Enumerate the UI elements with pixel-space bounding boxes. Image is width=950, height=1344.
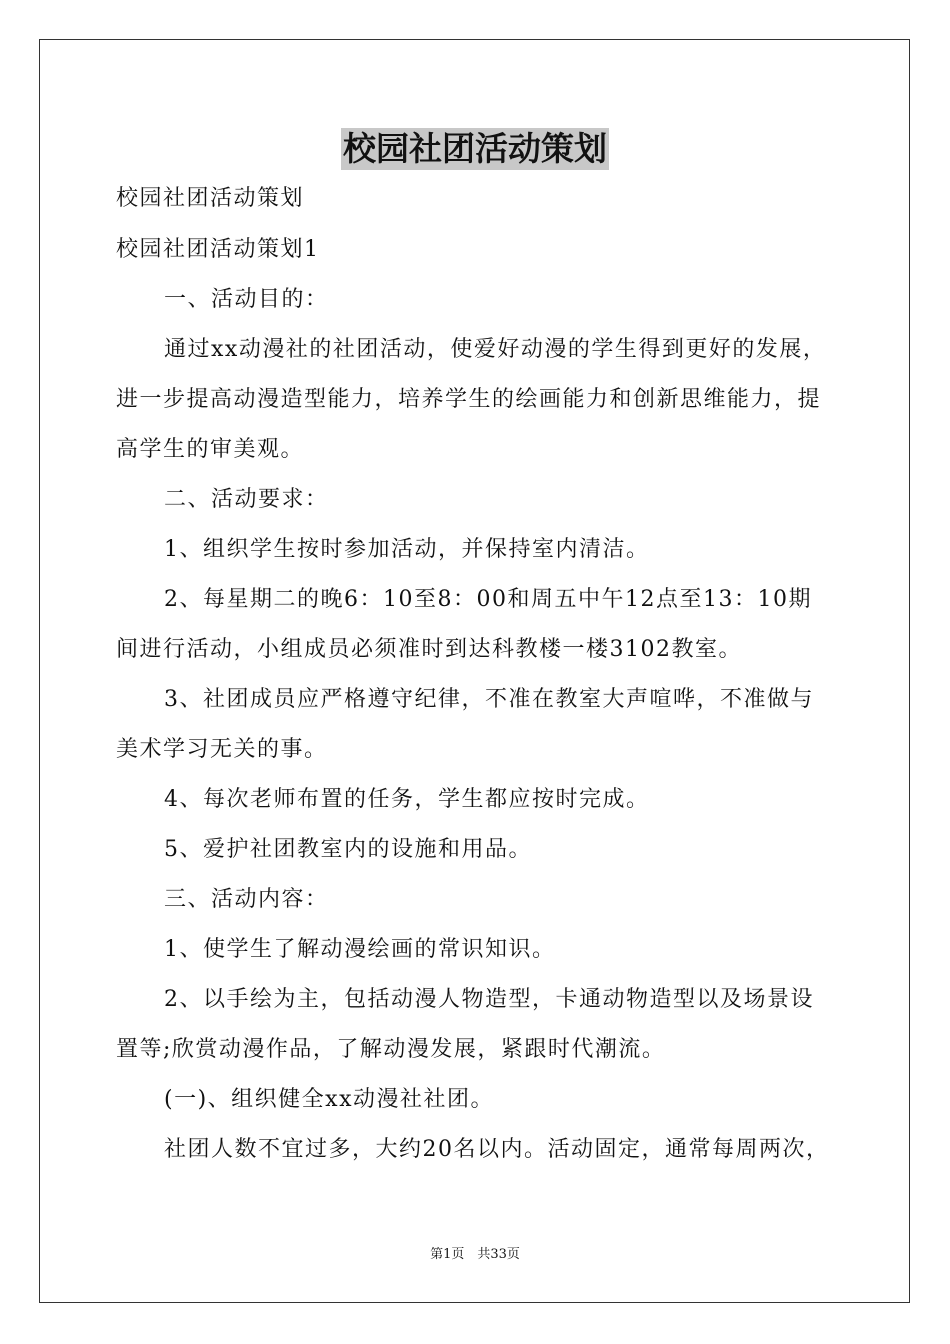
text-line: 高学生的审美观。 xyxy=(116,437,305,462)
text-line: 社团人数不宜过多，大约20名以内。活动固定，通常每周两次， xyxy=(164,1137,830,1162)
text-line: 校园社团活动策划 xyxy=(116,186,305,211)
text-line: 1、组织学生按时参加活动，并保持室内清洁。 xyxy=(164,537,650,562)
text-line: 校园社团活动策划1 xyxy=(116,237,320,262)
text-line: 3、社团成员应严格遵守纪律，不准在教室大声喧哗，不准做与 xyxy=(164,687,814,712)
text-line: (一)、组织健全xx动漫社社团。 xyxy=(164,1087,494,1112)
text-line: 通过xx动漫社的社团活动，使爱好动漫的学生得到更好的发展， xyxy=(164,337,827,362)
text-line: 4、每次老师布置的任务，学生都应按时完成。 xyxy=(164,787,650,812)
text-line: 5、爱护社团教室内的设施和用品。 xyxy=(164,837,532,862)
title-container xyxy=(0,128,950,170)
section-heading: 二、活动要求： xyxy=(164,487,329,512)
text-line: 间进行活动，小组成员必须准时到达科教楼一楼3102教室。 xyxy=(116,637,742,662)
text-line: 2、每星期二的晚6：10至8：00和周五中午12点至13：10期 xyxy=(164,587,812,612)
text-line: 1、使学生了解动漫绘画的常识知识。 xyxy=(164,937,556,962)
section-heading: 三、活动内容： xyxy=(164,887,329,912)
section-heading: 一、活动目的： xyxy=(164,287,329,312)
text-line: 置等;欣赏动漫作品，了解动漫发展，紧跟时代潮流。 xyxy=(116,1037,666,1062)
text-line: 美术学习无关的事。 xyxy=(116,737,328,762)
page-number-footer: 第1页 共33页 xyxy=(430,1247,520,1262)
text-line: 进一步提高动漫造型能力，培养学生的绘画能力和创新思维能力，提 xyxy=(116,387,822,412)
text-line: 2、以手绘为主，包括动漫人物造型，卡通动物造型以及场景设 xyxy=(164,987,814,1012)
document-title: 校园社团活动策划 xyxy=(343,129,607,168)
